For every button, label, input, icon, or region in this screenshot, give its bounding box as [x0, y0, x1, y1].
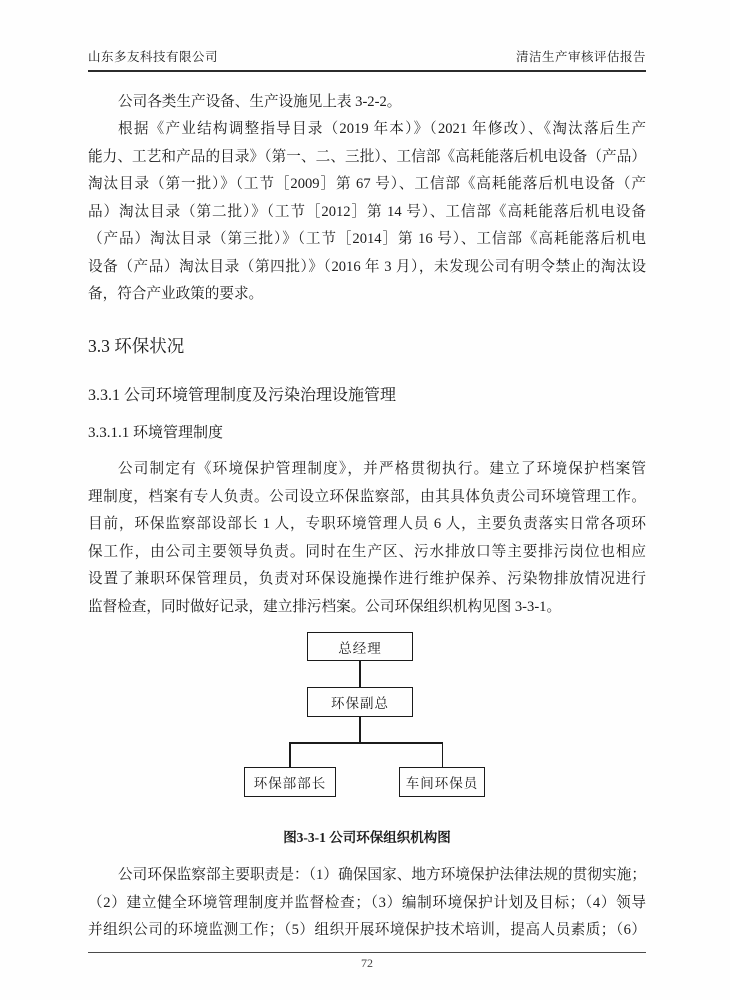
paragraph-line: 公司各类生产设备、生产设施见上表 3-2-2。 — [118, 94, 402, 110]
paragraph-line: 保工作，由公司主要领导负责。同时在生产区、污水排放口等主要排污岗位也相应 — [88, 543, 646, 560]
paragraph-line: 能力、工艺和产品的目录》（第一、二、三批）、工信部《高耗能落后机电设备（产品） — [88, 148, 646, 165]
paragraph-line: 设备（产品）淘汰目录（第四批）》（2016 年 3 月），未发现公司有明令禁止的淘汰设 — [88, 258, 646, 275]
org-connector-vertical — [359, 661, 361, 687]
paragraph-line: 公司制定有《环境保护管理制度》，并严格贯彻执行。建立了环境保护档案管 — [118, 461, 646, 477]
paragraph-line: 设置了兼职环保管理员，负责对环保设施操作进行维护保养、污染物排放情况进行 — [88, 571, 646, 587]
page-number: 72 — [361, 956, 373, 970]
org-connector-vertical — [442, 742, 444, 767]
section-heading-3-3: 3.3 环保状况 — [88, 336, 185, 356]
org-node-workshop-env-officer: 车间环保员 — [399, 767, 485, 797]
paragraph-line: 根据《产业结构调整指导目录（2019 年本）》（2021 年修改）、《淘汰落后生产 — [118, 121, 646, 137]
paragraph-line: 淘汰目录（第一批）》（工节［2009］第 67 号）、工信部《高耗能落后机电设备（产 — [88, 176, 646, 192]
figure-caption: 图3-3-1 公司环保组织机构图 — [283, 830, 451, 845]
paragraph-equipment-ref — [88, 89, 646, 117]
paragraph-line: 监督检查，同时做好记录，建立排污档案。公司环保组织机构见图 3-3-1。 — [88, 598, 562, 615]
paragraph-line: （产品）淘汰目录（第三批）》（工节［2014］第 16 号）、工信部《高耗能落后机电 — [88, 231, 646, 247]
paragraph-line: 并组织公司的环境监测工作；（5）组织开展环境保护技术培训，提高人员素质；（6） — [88, 922, 646, 938]
org-node-env-dept-head: 环保部部长 — [244, 767, 336, 797]
footer-rule — [88, 952, 646, 953]
paragraph-line: 公司环保监察部主要职责是：（1）确保国家、地方环境保护法律法规的贯彻实施； — [118, 867, 646, 883]
header-company-name: 山东多友科技有限公司 — [88, 50, 219, 64]
paragraph-env-management — [88, 456, 646, 621]
section-heading-3-3-1: 3.3.1 公司环境管理制度及污染治理设施管理 — [88, 387, 397, 404]
org-connector-vertical — [359, 717, 361, 742]
header-report-title: 清洁生产审核评估报告 — [515, 50, 646, 64]
org-node-general-manager: 总经理 — [307, 632, 413, 661]
org-node-env-vice-president: 环保副总 — [307, 687, 413, 717]
header-rule — [88, 70, 646, 72]
paragraph-line: 备，符合产业政策的要求。 — [88, 286, 264, 302]
paragraph-policy-catalogs — [88, 116, 646, 309]
paragraph-line: 目前，环保监察部设部长 1 人，专职环境管理人员 6 人，主要负责落实日常各项环 — [88, 516, 646, 532]
paragraph-line: 品）淘汰目录（第二批）》（工节［2012］第 14 号）、工信部《高耗能落后机电设备 — [88, 203, 646, 220]
paragraph-line: （2）建立健全环境管理制度并监督检查；（3）编制环境保护计划及目标；（4）领导 — [88, 894, 646, 911]
org-connector-horizontal — [289, 742, 443, 744]
paragraph-duties — [88, 862, 646, 945]
org-connector-vertical — [289, 742, 291, 767]
paragraph-line: 理制度，档案有专人负责。公司设立环保监察部，由其具体负责公司环境管理工作。 — [88, 488, 646, 505]
section-heading-3-3-1-1: 3.3.1.1 环境管理制度 — [88, 425, 224, 441]
